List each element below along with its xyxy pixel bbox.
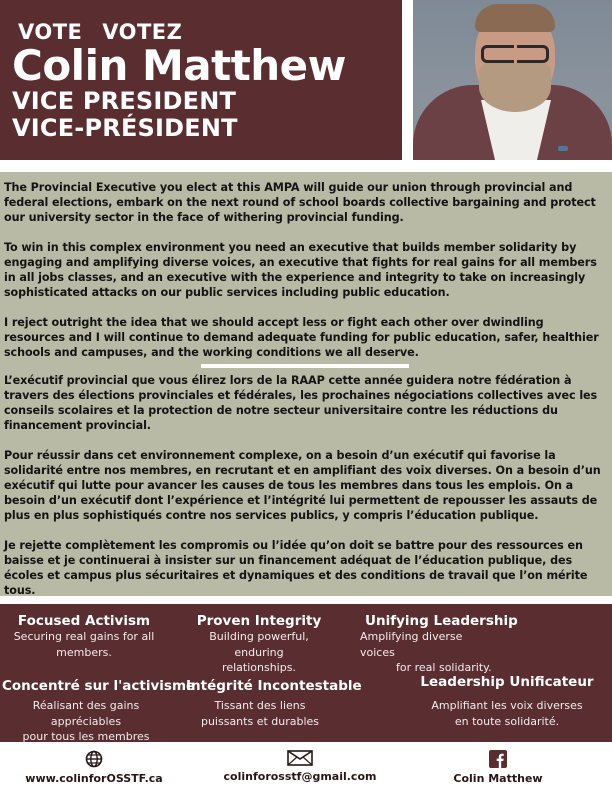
contact-footer bbox=[0, 744, 612, 792]
header-banner bbox=[0, 0, 402, 160]
feature-focused-activism bbox=[4, 613, 164, 660]
statement-section bbox=[0, 172, 612, 596]
feature-desc-line2: members. bbox=[56, 645, 112, 659]
english-paragraph-1: The Provincial Executive you elect at this AMPA will guide our union through provincial and federal elections, embark on the next round of school boards collective bargaining and protect our university sector in the face of withering provincial funding. bbox=[4, 181, 596, 224]
french-paragraph-2: Pour réussir dans cet environnement complexe, on a besoin d’un exécutif qui favorise la solidarité entre nos membres, en recrutant et en amplifiant des voix diverses. On a besoin d’un exécutif qui lutte pour avancer les causes de tous les membres dans tous les emplois. On a besoin d’un exécutif dont l’expérience et l’intégrité lui permettent de repousser les assauts de plus en plus sophistiqués contre nos services publics, y compris l’éducation publique. bbox=[4, 449, 601, 522]
feature-desc-line2: relationships. bbox=[222, 661, 296, 674]
website-label: www.colinforOSSTF.ca bbox=[25, 772, 163, 785]
feature-proven-integrity bbox=[186, 613, 332, 676]
feature-desc-line1: Securing real gains for all bbox=[13, 630, 155, 643]
feature-desc-line1: Tissant des liens bbox=[214, 699, 306, 712]
photo-glasses bbox=[481, 45, 549, 63]
facebook-link[interactable] bbox=[438, 750, 558, 786]
feature-title: Intégrité Incontestable bbox=[186, 678, 362, 694]
language-divider bbox=[201, 364, 409, 368]
facebook-icon bbox=[489, 750, 507, 768]
feature-title: Unifying Leadership bbox=[365, 613, 518, 629]
feature-desc-line2: pour tous les membres bbox=[22, 730, 150, 743]
feature-desc-line1: Amplifiant les voix diverses bbox=[431, 699, 583, 712]
feature-title: Concentré sur l'activisme bbox=[2, 678, 196, 694]
feature-desc-line2: en toute solidarité. bbox=[454, 714, 560, 728]
lapel-pin bbox=[558, 146, 568, 151]
feature-title: Focused Activism bbox=[17, 613, 151, 629]
feature-leadership-unificateur bbox=[412, 674, 602, 729]
english-paragraph-3: I reject outright the idea that we should accept less or fight each other over dwindling resources and I will continue to demand adequate funding for public education, safer, healthier schools and campuses, and the working conditions we all deserve. bbox=[4, 316, 599, 359]
feature-integrite-incontestable bbox=[186, 678, 362, 729]
globe-icon bbox=[85, 750, 103, 768]
feature-concentre-activisme bbox=[2, 678, 196, 745]
feature-desc-line2: for real solidarity. bbox=[396, 661, 492, 674]
role-french: VICE-PRÉSIDENT bbox=[12, 114, 238, 142]
english-paragraph-2: To win in this complex environment you need an executive that builds member solidarity by engaging and amplifying diverse voices, an executive that fights for real gains for all members in all jobs classes, and an executive with the experience and integrity to take on increasingly sophisticated attacks on our public services including public education. bbox=[4, 241, 597, 299]
candidate-photo bbox=[413, 0, 612, 160]
envelope-icon bbox=[287, 750, 313, 766]
feature-desc-line1: Réalisant des gains appréciables bbox=[32, 699, 140, 728]
email-link[interactable] bbox=[215, 750, 385, 784]
feature-desc-line1: Building powerful, enduring bbox=[209, 630, 309, 659]
french-paragraph-3: Je rejette complètement les compromis ou l’idée qu’on doit se battre pour des ressources en baisse et je continuerai à insister sur un financement adéquat de l’éducation publique, des écoles et campus plus sécuritaires et dynamiques et des conditions de travail que l’on mérite tous. bbox=[4, 539, 588, 597]
feature-desc-line1: Amplifying diverse voices bbox=[360, 630, 463, 659]
vote-fr: VOTEZ bbox=[102, 20, 183, 44]
website-link[interactable] bbox=[14, 750, 174, 786]
facebook-label: Colin Matthew bbox=[453, 772, 543, 785]
french-paragraph-1: L’exécutif provincial que vous élirez lors de la RAAP cette année guidera notre fédération à travers des élections provinciales et fédérales, les prochaines négociations collectives avec les conseils scolaires et la protection de notre secteur universitaire contre les réductions du financement provincial. bbox=[4, 374, 598, 432]
email-label: colinforosstf@gmail.com bbox=[223, 770, 377, 783]
vote-en: VOTE bbox=[18, 20, 83, 44]
feature-desc-line2: puissants et durables bbox=[200, 714, 320, 728]
role-english: VICE PRESIDENT bbox=[12, 87, 237, 115]
feature-title: Proven Integrity bbox=[196, 613, 322, 629]
feature-unifying-leadership bbox=[360, 613, 518, 676]
photo-hair bbox=[475, 4, 555, 32]
candidate-name: Colin Matthew bbox=[12, 41, 346, 90]
feature-title: Leadership Unificateur bbox=[420, 674, 594, 690]
features-banner bbox=[0, 604, 612, 742]
photo-beard bbox=[479, 62, 551, 112]
